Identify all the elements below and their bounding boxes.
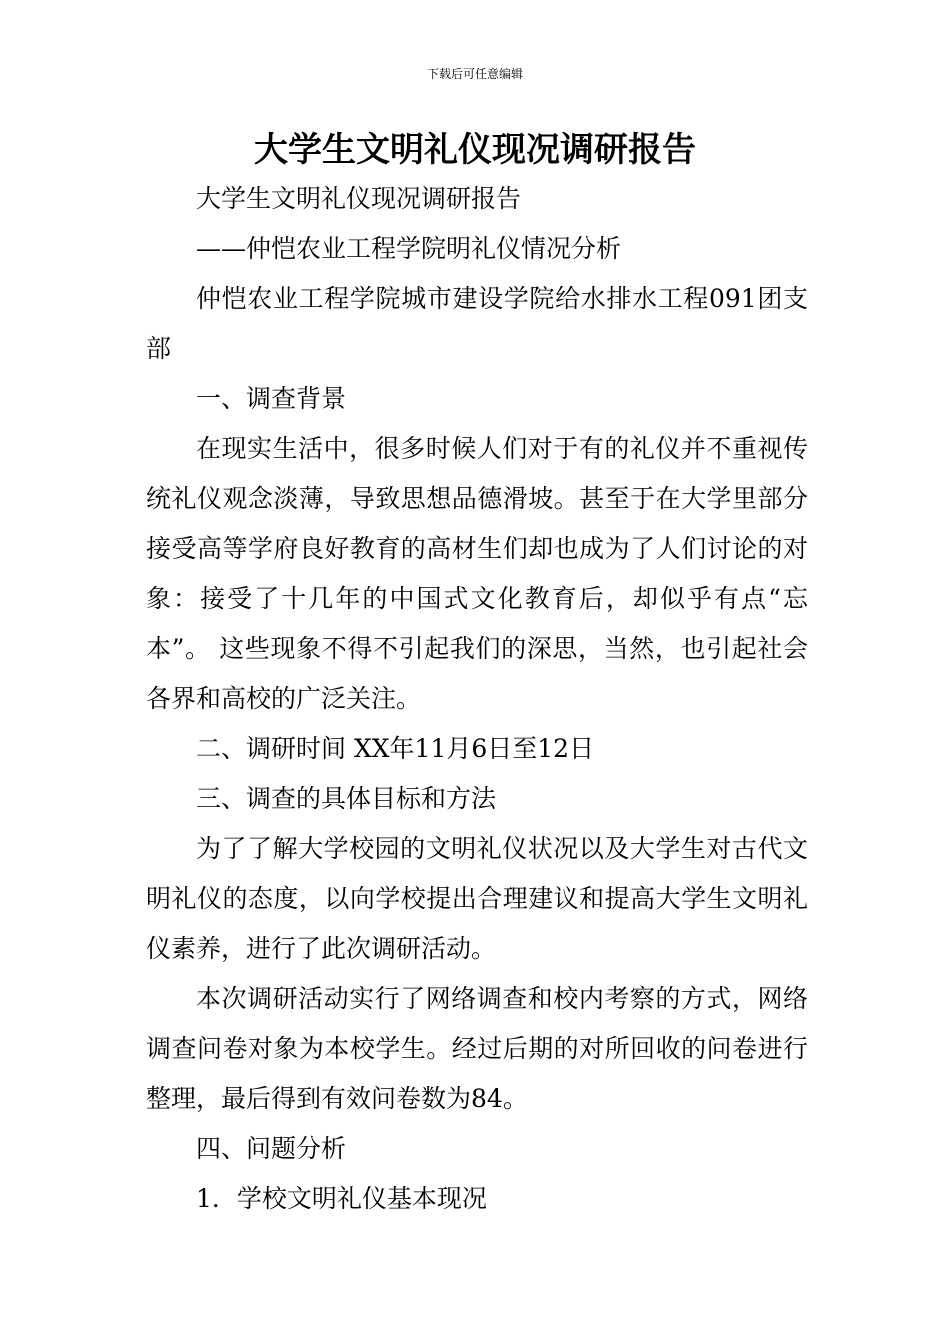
paragraph-methods: 本次调研活动实行了网络调查和校内考察的方式，网络调查问卷对象为本校学生。经过后期的对所回收的问卷进行整理，最后得到有效问卷数为84。 bbox=[146, 984, 808, 1113]
header-note: 下载后可任意编辑 bbox=[426, 67, 523, 81]
section-heading-time: 二、调研时间 XX年11月6日至12日 bbox=[196, 734, 595, 763]
paragraph-report-title: 大学生文明礼仪现况调研报告 bbox=[196, 184, 522, 213]
paragraph-author: 仲恺农业工程学院城市建设学院给水排水工程091团支部 bbox=[146, 284, 808, 363]
subsection-heading-status: 1．学校文明礼仪基本现况 bbox=[196, 1184, 487, 1213]
section-heading-methods: 三、调查的具体目标和方法 bbox=[196, 784, 497, 813]
section-heading-background: 一、调查背景 bbox=[196, 384, 347, 413]
paragraph-subtitle: ——仲恺农业工程学院明礼仪情况分析 bbox=[196, 234, 622, 263]
section-heading-analysis: 四、问题分析 bbox=[196, 1134, 347, 1163]
paragraph-background: 在现实生活中，很多时候人们对于有的礼仪并不重视传统礼仪观念淡薄，导致思想品德滑坡。甚至于在大学里部分接受高等学府良好教育的高材生们却也成为了人们讨论的对象：接受了十几年的中国式文化教育后，却似乎有点“忘本”。 这些现象不得不引起我们的深思，当然，也引起社会各界和高校的广泛关注。 bbox=[146, 434, 808, 713]
document-title: 大学生文明礼仪现况调研报告 bbox=[254, 130, 696, 170]
document-body bbox=[146, 174, 808, 1224]
paragraph-goals: 为了了解大学校园的文明礼仪状况以及大学生对古代文明礼仪的态度，以向学校提出合理建议和提高大学生文明礼仪素养，进行了此次调研活动。 bbox=[146, 834, 808, 963]
